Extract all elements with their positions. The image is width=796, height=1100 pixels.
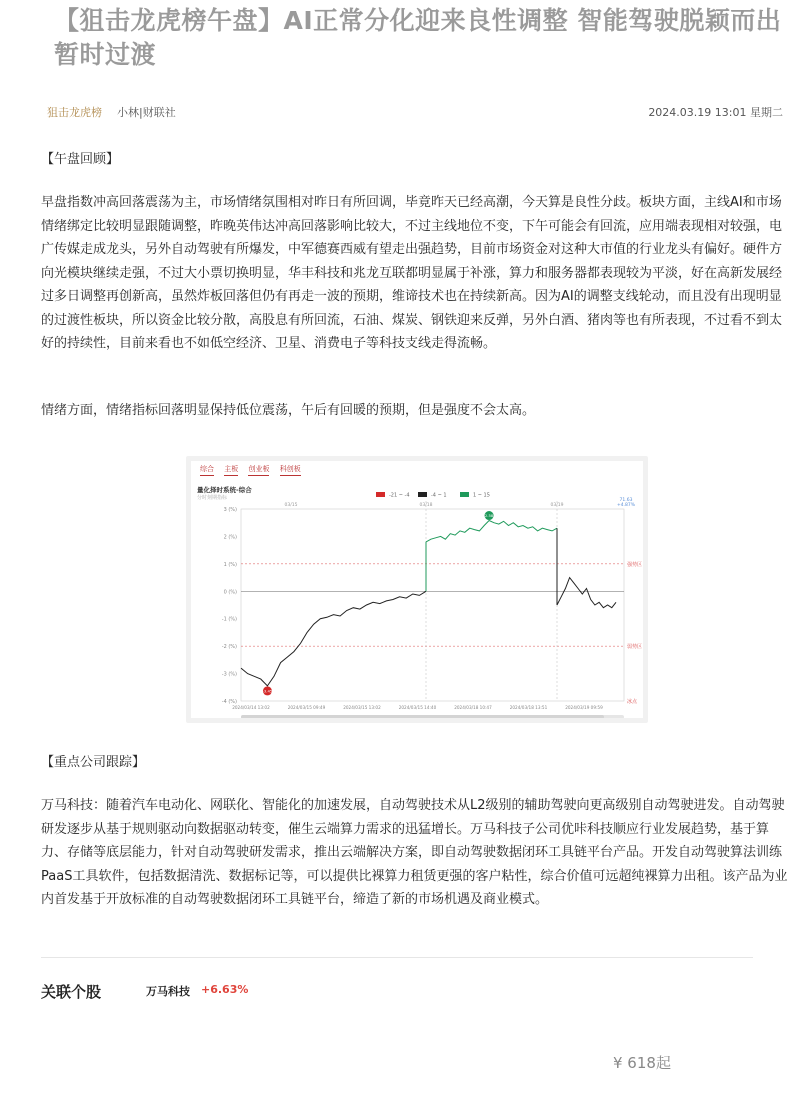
x-tick-label: 2024/03/15 14:40	[398, 705, 437, 710]
review-paragraph-2: 情绪方面，情绪指标回落明显保持低位震荡，午后有回暖的预期，但是强度不会太高。	[41, 403, 536, 418]
chart-tab: 创业板	[248, 464, 269, 476]
series-line	[557, 578, 616, 608]
x-tick-label: 2024/03/15 09:49	[287, 705, 326, 710]
y-tick-label: -4 (%)	[221, 699, 237, 705]
related-stocks-label: 关联个股	[41, 983, 102, 1001]
line-chart	[191, 461, 643, 718]
time-scrollbar-thumb	[241, 715, 604, 718]
chart-title: 量化择时系统-综合	[197, 486, 252, 494]
top-right-value: 71.63	[619, 498, 633, 503]
divider	[41, 957, 753, 958]
date-marker: 03/18	[419, 503, 433, 508]
y-tick-label: 2 (%)	[223, 534, 237, 541]
y-tick-label: -1 (%)	[221, 616, 237, 623]
x-tick-label: 2024/03/18 13:51	[509, 705, 548, 710]
chart-tab: 科创板	[280, 464, 301, 476]
low-marker-label: -3.45	[262, 688, 273, 694]
high-marker-label: 2.58	[484, 513, 494, 519]
legend-swatch	[418, 492, 427, 497]
publish-datetime: 2024.03.19 13:01 星期二	[648, 106, 783, 119]
y-tick-label: -3 (%)	[221, 671, 237, 678]
x-tick-label: 2024/03/15 13:02	[343, 705, 381, 710]
y-tick-label: 1 (%)	[223, 561, 237, 568]
zone-label: 弱势区	[627, 644, 643, 651]
chart-subtitle: 分时刻期指标	[197, 495, 228, 501]
legend-label: -4 ~ 1	[431, 492, 447, 499]
review-paragraph-1: 早盘指数冲高回落震荡为主，市场情绪氛围相对昨日有所回调，毕竟昨天已经高潮，今天算是良性分歧。板块方面，主线AI和市场情绪绑定比较明显跟随调整，昨晚英伟达冲高回落影响比较大，不过主线地位不变，下午可能会有回流，应用端表现相对较强，电广传媒走成龙头，另外自动驾驶有所爆发，中军德赛西威有望走出强趋势，目前市场资金对这种大市值的行业龙头有偏好。硬件方向光模块继续走强，不过大小票切换明显，华丰科技和兆龙互联都明显属于补涨，算力和服务器都表现较为平淡，好在高新发展经过多日调整再创新高，虽然炸板回落但仍有再走一波的预期，维谛技术也在持续新高。因为AI的调整支线轮动，而且没有出现明显的过渡性板块，所以资金比较分散，高股息有所回流，石油、煤炭、钢铁迎来反弹，另外白酒、猪肉等也有所表现，不过看不到太好的持续性，目前来看也不如低空经济、卫星、消费电子等科技支线走得流畅。	[41, 195, 783, 351]
legend-label: 1 ~ 15	[473, 492, 490, 499]
chart-tab: 综合	[200, 464, 214, 476]
author: 小林|财联社	[117, 106, 176, 119]
article-meta	[47, 104, 783, 122]
related-stock-name[interactable]: 万马科技	[146, 985, 190, 998]
chart-tab: 主板	[224, 464, 238, 476]
y-tick-label: -2 (%)	[221, 644, 237, 651]
y-tick-label: 3 (%)	[223, 507, 237, 513]
legend-swatch	[460, 492, 469, 497]
legend-label: -21 ~ -4	[389, 492, 410, 499]
article-title: 【狙击龙虎榜午盘】AI正常分化迎来良性调整 智能驾驶脱颖而出暂时过渡	[54, 6, 782, 69]
chart-image	[186, 456, 648, 723]
series-line	[426, 521, 557, 542]
price-label[interactable]: ¥ 618起	[613, 1054, 671, 1072]
related-stock-change: +6.63%	[201, 983, 249, 996]
x-tick-label: 2024/03/18 10:47	[454, 705, 492, 710]
section-title-focus: 【重点公司跟踪】	[41, 755, 146, 770]
zone-label: 强势区	[627, 561, 643, 568]
zone-label: 冰点	[627, 699, 638, 705]
section-title-review: 【午盘回顾】	[41, 152, 120, 167]
series-line	[241, 591, 426, 686]
x-tick-label: 2024/03/19 09:59	[565, 705, 603, 710]
date-marker: 03/19	[550, 503, 564, 508]
legend-swatch	[376, 492, 385, 497]
plot-frame	[241, 509, 624, 701]
column-tag[interactable]: 狙击龙虎榜	[47, 106, 102, 119]
focus-paragraph-1: 万马科技：随着汽车电动化、网联化、智能化的加速发展，自动驾驶技术从L2级别的辅助驾驶向更高级别自动驾驶进发。自动驾驶研发逐步从基于规则驱动向数据驱动转变，催生云端算力需求的迅猛增长。万马科技子公司优咔科技顺应行业发展趋势，基于算力、存储等底层能力，针对自动驾驶研发需求，推出云端解决方案，即自动驾驶数据闭环工具链平台产品。开发自动驾驶算法训练PaaS工具软件，包括数据清洗、数据标记等，可以提供比裸算力租赁更强的客户粘性，综合价值可远超纯裸算力出租。该产品为业内首发基于开放标准的自动驾驶数据闭环工具链平台，缔造了新的市场机遇及商业模式。	[41, 798, 788, 907]
date-marker: 03/15	[284, 503, 298, 508]
x-tick-label: 2024/03/14 13:02	[232, 705, 270, 710]
top-right-change: +4.87%	[616, 503, 636, 508]
y-tick-label: 0 (%)	[223, 589, 237, 596]
